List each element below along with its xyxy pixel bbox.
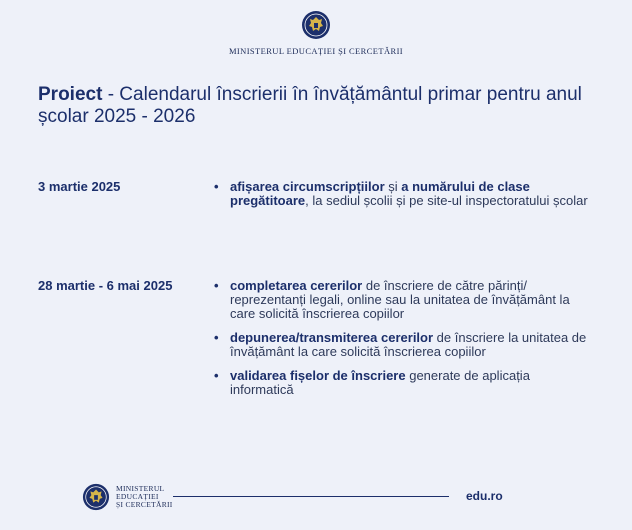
item-text: , la sediul școlii și pe site-ul inspectoratului școlar [305, 193, 588, 208]
footer-ministry-line: ȘI CERCETĂRII [116, 500, 173, 509]
page-footer [0, 480, 632, 514]
item-text: de înscriere de către părinți/ reprezentanți legali, online sau la unitatea de învățământ la care solicită înscrierea copiilor [230, 278, 570, 321]
schedule-items [214, 180, 594, 218]
item-text: generate de aplicația informatică [230, 368, 530, 397]
schedule-items [214, 279, 594, 407]
bullet-icon: • [214, 179, 219, 194]
ministry-name: MINISTERUL EDUCAȚIEI ȘI CERCETĂRII [228, 46, 404, 56]
item-text: de înscriere la unitatea de învățământ la care solicită înscrierea copiilor [230, 330, 587, 359]
list-item [214, 369, 594, 397]
item-bold: completarea cererilor [230, 278, 363, 293]
item-bold: depunerea/transmiterea cererilor [230, 330, 434, 345]
title-strong: Proiect [38, 84, 103, 105]
title-rest: - Calendarul înscrierii în învățământul primar pentru anul școlar 2025 - 2026 [38, 84, 582, 127]
list-item [214, 180, 594, 208]
coat-of-arms-icon [82, 483, 110, 511]
item-text: și [384, 179, 402, 194]
page-title [38, 84, 598, 128]
item-bold: a numărului de clase pregătitoare [230, 179, 530, 208]
bullet-icon: • [214, 368, 219, 383]
bullet-icon: • [214, 278, 219, 293]
list-item [214, 279, 594, 321]
footer-ministry-line: EDUCAȚIEI [116, 492, 159, 501]
schedule-date: 3 martie 2025 [38, 179, 121, 194]
footer-url-link[interactable]: edu.ro [466, 489, 503, 503]
footer-ministry-line: MINISTERUL [116, 484, 165, 493]
bullet-icon: • [214, 330, 219, 345]
list-item [214, 331, 594, 359]
footer-divider [173, 496, 449, 497]
coat-of-arms-icon [301, 10, 331, 40]
item-bold: afișarea circumscripțiilor [230, 179, 385, 194]
page-header [0, 10, 632, 56]
footer-ministry-name [116, 485, 176, 509]
schedule-date: 28 martie - 6 mai 2025 [38, 278, 173, 293]
item-bold: validarea fișelor de înscriere [230, 368, 406, 383]
